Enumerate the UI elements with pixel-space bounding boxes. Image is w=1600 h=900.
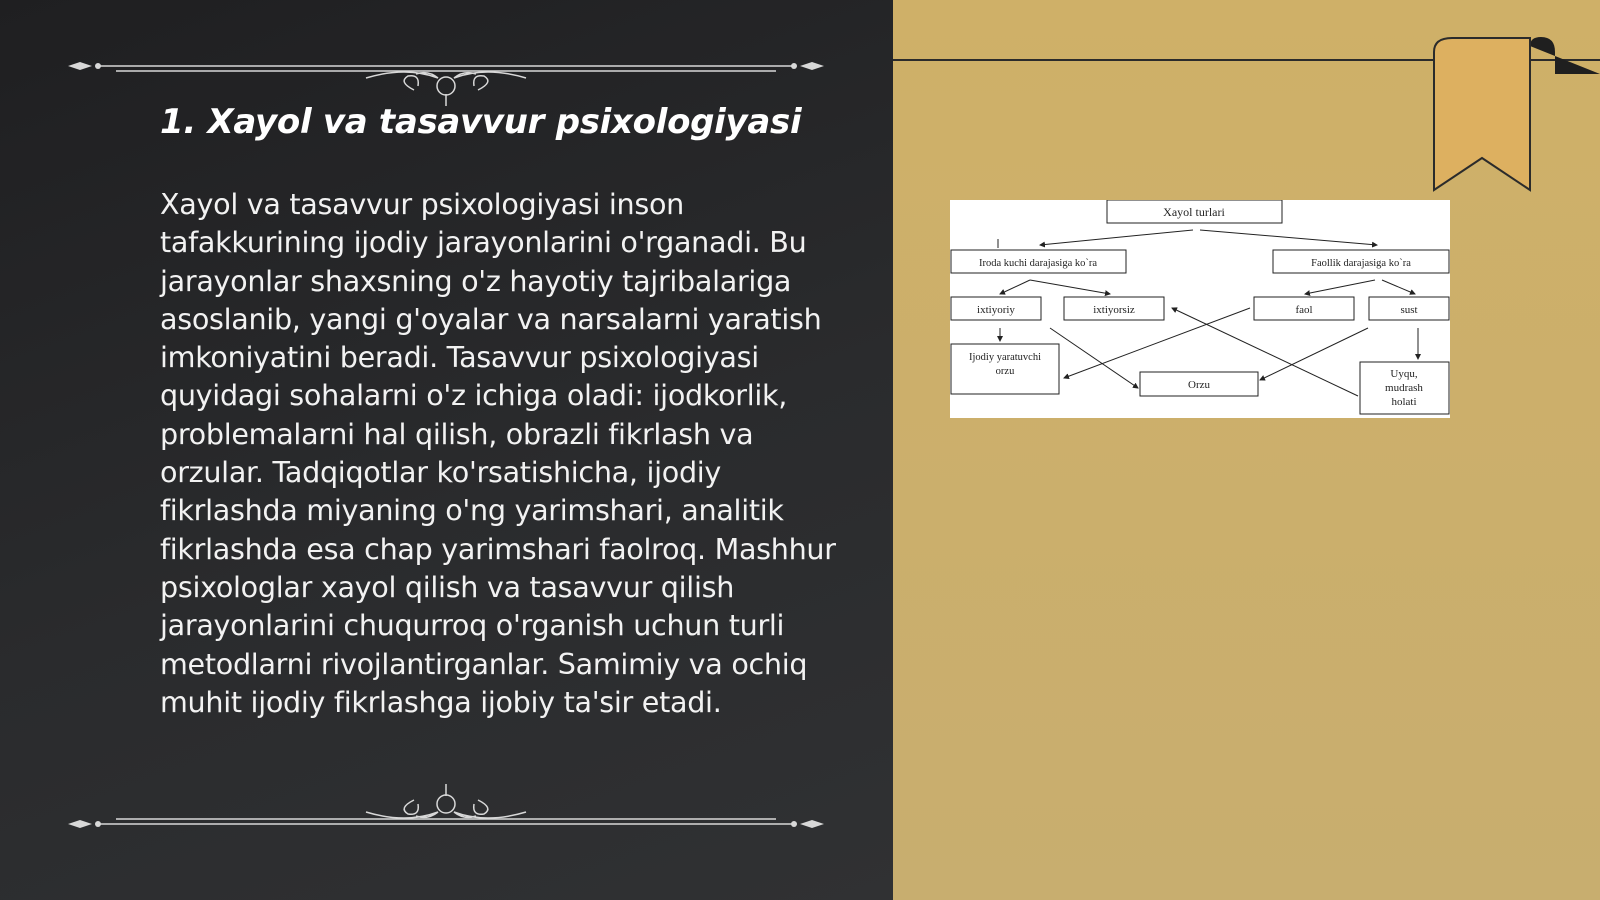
slide-body-text: Xayol va tasavvur psixologiyasi inson tafakkurining ijodiy jarayonlarini o'rganadi. Bu jarayonlar shaxsning o'z hayotiy tajribalariga asoslanib, yangi g'oyalar va narsalarni yaratish imkoniyatini beradi. Tasavvur psixologiyasi quyidagi sohalarni o'z ichiga oladi: ijodkorlik, problemalarni hal qilish, obrazli fikrlash va orzular. Tadqiqotlar ko'rsatishicha, ijodiy fikrlashda miyaning o'ng yarimshari, analitik fikrlashda esa chap yarimshari faolroq. Mashhur psixologlar xayol qilish va tasavvur qilish jarayonlarini chuqurroq o'rganish uchun turli metodlarni rivojlantirganlar. Samimiy va ochiq muhit ijodiy fikrlashga ijobiy ta'sir etadi. (160, 187, 836, 719)
imagination-types-diagram (950, 200, 1450, 418)
diagram-label-sleep-line2: mudrash (1385, 382, 1423, 394)
top-flourish-divider-icon (66, 40, 826, 110)
diagram-label-left-branch: Iroda kuchi darajasiga ko`ra (978, 258, 1098, 269)
diagram-label-passive: sust (1400, 304, 1418, 316)
bottom-flourish-divider-icon (66, 770, 826, 840)
diagram-label-root: Xayol turlari (1163, 205, 1225, 219)
diagram-label-involuntary: ixtiyorsiz (1093, 304, 1135, 316)
diagram-label-voluntary: ixtiyoriy (977, 304, 1015, 316)
diagram-label-sleep-line3: holati (1391, 396, 1417, 408)
slide-title: 1. Xayol va tasavvur psixologiyasi (160, 102, 802, 142)
diagram-label-sleep-line1: Uyqu, (1390, 368, 1418, 380)
diagram-label-right-branch: Faollik darajasiga ko`ra (1311, 258, 1411, 269)
diagram-label-active: faol (1295, 304, 1313, 316)
diagram-label-dream: Orzu (1188, 379, 1210, 391)
diagram-label-creative-line1: Ijodiy yaratuvchi (968, 352, 1042, 363)
diagram-label-creative-line2: orzu (995, 366, 1015, 377)
bookmark-ribbon-icon (1430, 34, 1600, 204)
